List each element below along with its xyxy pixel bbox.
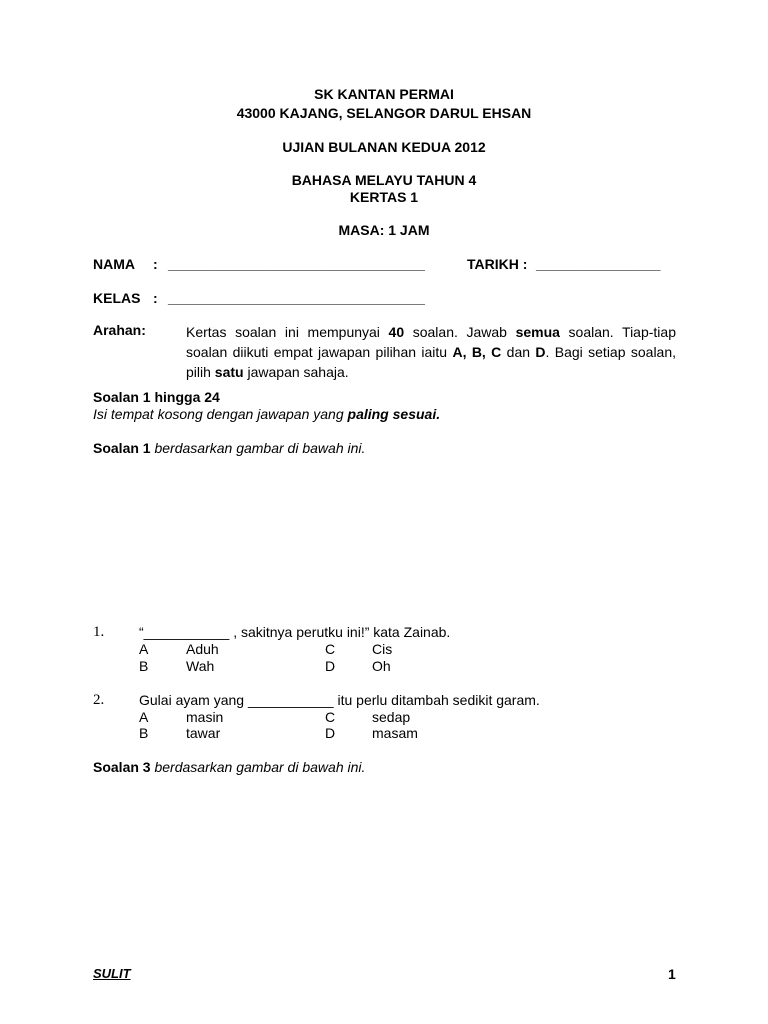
question-reference: Soalan 3 berdasarkan gambar di bawah ini. [93, 759, 366, 775]
nama-field[interactable]: _________________________________ [168, 256, 425, 272]
tarikh-label: TARIKH : [467, 256, 528, 272]
option-letter: C [325, 641, 336, 657]
option-letter: C [325, 709, 336, 725]
option-text[interactable]: tawar [186, 725, 221, 741]
school-name: SK KANTAN PERMAI [314, 86, 454, 102]
option-text[interactable]: masam [372, 725, 418, 741]
kelas-field[interactable]: _________________________________ [168, 290, 425, 306]
arahan-text: Kertas soalan ini mempunyai 40 soalan. Jawab semua soalan. Tiap-tiap soalan diikuti empat jawapan pilihan iaitu A, B, C dan D. Bagi setiap soalan, pilih satu jawapan sahaja. [186, 324, 677, 380]
paper-title: KERTAS 1 [349, 189, 419, 205]
footer-sulit: SULIT [93, 966, 131, 981]
question-number: 2. [93, 692, 105, 708]
option-text[interactable]: Cis [372, 641, 393, 657]
subject-title: BAHASA MELAYU TAHUN 4 [291, 172, 477, 188]
exam-time: MASA: 1 JAM [338, 222, 430, 238]
option-text[interactable]: Wah [186, 658, 215, 674]
option-letter: D [325, 725, 336, 741]
option-letter: B [139, 725, 149, 741]
option-letter: B [139, 658, 149, 674]
option-letter: D [325, 658, 336, 674]
option-letter: A [139, 709, 149, 725]
option-text[interactable]: Aduh [186, 641, 219, 657]
page-number: 1 [668, 966, 676, 982]
nama-colon: : [153, 256, 158, 272]
question-reference: Soalan 1 berdasarkan gambar di bawah ini. [93, 440, 366, 456]
option-text[interactable]: Oh [372, 658, 391, 674]
nama-label: NAMA [93, 256, 135, 272]
section-instruction: Isi tempat kosong dengan jawapan yang paling sesuai. [93, 406, 441, 422]
question-number: 1. [93, 624, 105, 640]
section-title: Soalan 1 hingga 24 [93, 389, 220, 405]
tarikh-field[interactable]: ________________ [536, 256, 661, 272]
question-text: “___________ , sakitnya perutku ini!” kata Zainab. [139, 624, 451, 640]
option-letter: A [139, 641, 149, 657]
option-text[interactable]: masin [186, 709, 224, 725]
option-text[interactable]: sedap [372, 709, 411, 725]
question-text: Gulai ayam yang ___________ itu perlu ditambah sedikit garam. [139, 692, 540, 708]
arahan-label: Arahan: [93, 322, 146, 338]
school-address: 43000 KAJANG, SELANGOR DARUL EHSAN [236, 105, 532, 121]
kelas-colon: : [153, 290, 158, 306]
kelas-label: KELAS [93, 290, 141, 306]
exam-title: UJIAN BULANAN KEDUA 2012 [282, 139, 486, 155]
